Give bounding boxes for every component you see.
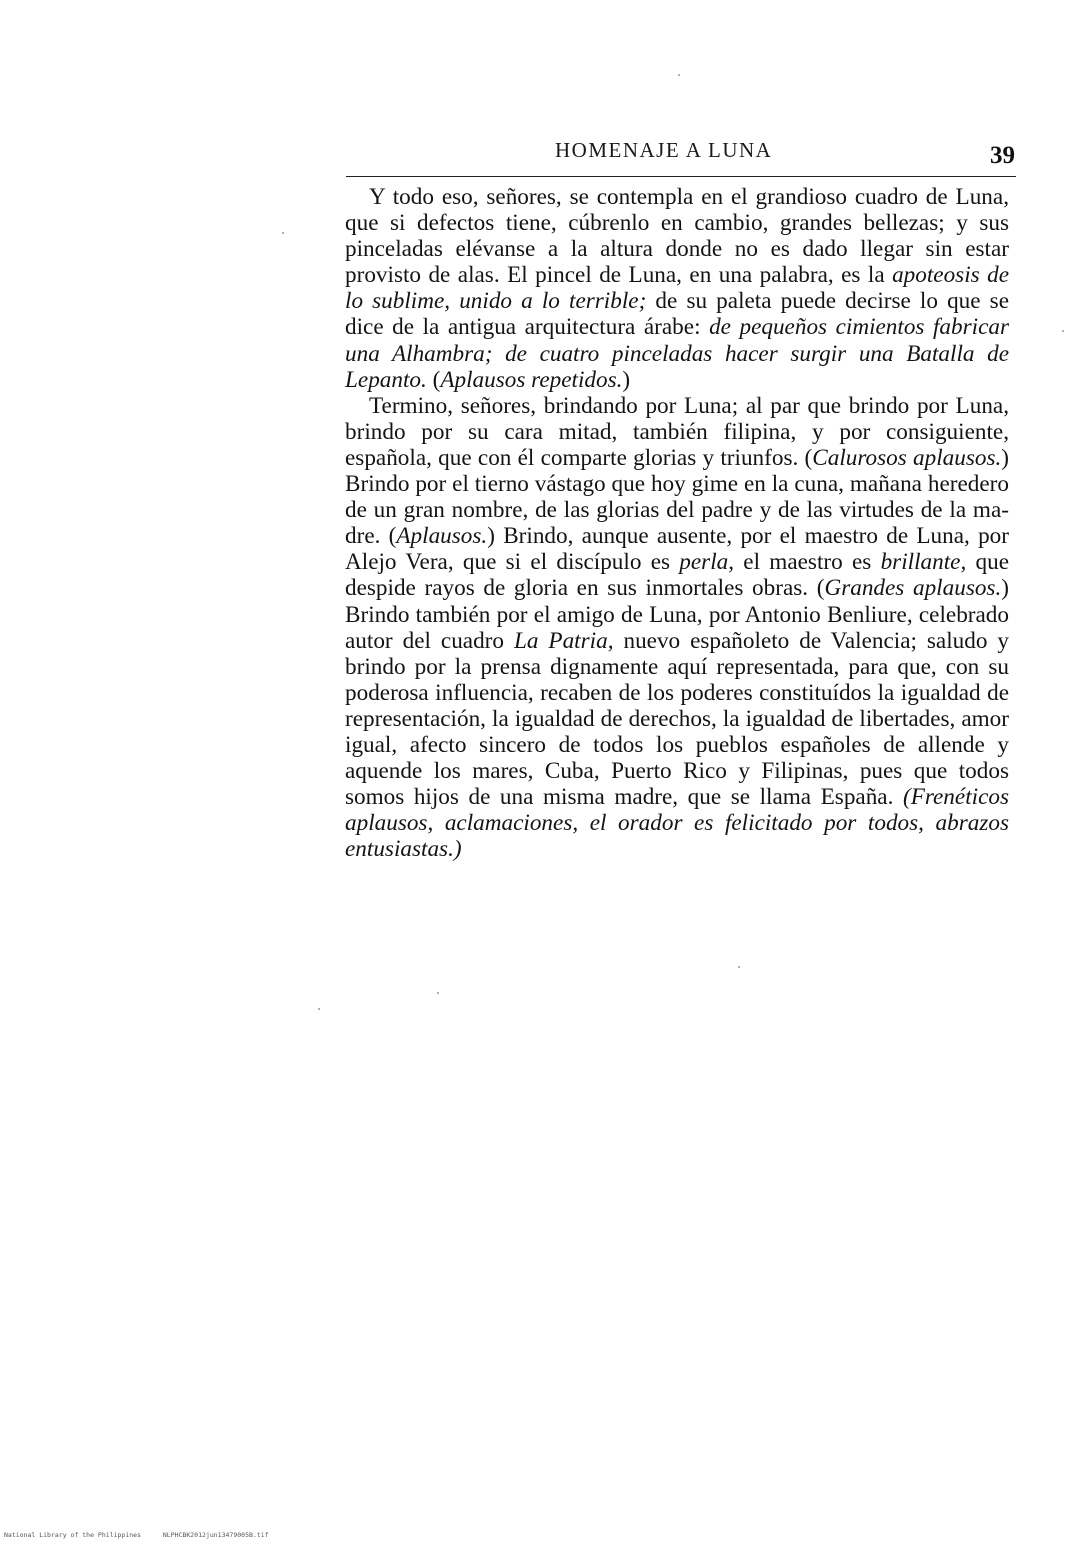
text-run: que despide rayos de gloria en sus inmortales obras. ( (345, 549, 1010, 602)
text-run: ) Brindo por el tierno vástago que hoy gime en la cuna, mañana heredero de un gran nombre, de las glorias del padre y de las virtudes de la madre. ( (345, 444, 1010, 550)
text-run: ) Brindo, aunque ausente, por el maestro de Luna, por Alejo Vera, que si el discípulo es (345, 523, 1009, 576)
body-text (345, 184, 1009, 862)
text-run: ( (426, 366, 441, 393)
scan-speck (678, 74, 680, 76)
scan-speck (318, 1008, 320, 1010)
scan-speck (738, 966, 740, 968)
scan-speck (282, 232, 284, 234)
text-run: ) (622, 366, 631, 393)
italic-run: brillante, (880, 549, 967, 576)
running-head (350, 138, 1015, 174)
header-rule (346, 176, 1016, 177)
footer-filename: NLPHCBK2012jun13479005B.tif (162, 1531, 269, 1539)
italic-run: de pequeños cimientos fabricar una Alhambra; de cuatro pinceladas hacer surgir una Batalla de Lepanto. (345, 314, 1009, 393)
running-title: HOMENAJE A LUNA (555, 138, 773, 162)
text-run: Y todo eso, señores, se contempla en el grandioso cuadro de Luna, que si defectos tiene, cúbrenlo en cambio, grandes bellezas; y sus pinceladas elévanse a la altura donde no es dado llegar sin estar provisto de alas. El pincel de Luna, en una palabra, es la (345, 184, 1009, 289)
footer-source: National Library of the Philippines (4, 1531, 141, 1539)
text-run: Termino, señores, brindando por Luna; al par que brindo por Luna, brindo por su cara mitad, también filipina, y por consiguiente, española, que con él comparte glorias y triunfos. ( (345, 392, 1009, 471)
scan-speck (437, 992, 439, 994)
italic-run: (Frenéticos aplausos, aclamaciones, el orador es felicitado por todos, abrazos entusiastas.) (345, 784, 1009, 863)
italic-run: Grandes aplausos. (824, 575, 1002, 602)
text-run: nuevo españoleto de Valencia; saludo y brindo por la prensa dignamente aquí representada, para que, con su poderosa influencia, recaben de los poderes constituídos la igualdad de representación, la igualdad de derechos, la igualdad de libertades, amor igual, afecto sincero de todos los pueblos españoles de allende y aquende los mares, Cuba, Puerto Rico y Filipinas, pues que todos somos hijos de una misma madre, que se llama España. (345, 627, 1010, 811)
paragraph-2 (345, 393, 1009, 863)
italic-run: La Patria, (513, 627, 614, 654)
text-run: de su paleta puede decirse lo que se dice de la antigua arquitectura árabe: (345, 288, 1010, 341)
italic-run: Aplausos repetidos. (440, 366, 623, 393)
italic-run: apoteosis de lo sublime, unido a lo terrible; (345, 262, 1010, 315)
text-run: ) Brindo también por el amigo de Luna, por Antonio Benliure, celebrado autor del cuadro (345, 575, 1009, 654)
italic-run: Aplausos. (396, 523, 488, 550)
scan-footer (4, 1531, 287, 1539)
paragraph-1 (345, 184, 1009, 393)
page-number: 39 (990, 142, 1015, 169)
italic-run: perla, (679, 549, 735, 576)
italic-run: Calurosos aplausos. (812, 444, 1002, 471)
text-run: el maestro es (734, 549, 881, 576)
scan-speck (1062, 330, 1064, 332)
